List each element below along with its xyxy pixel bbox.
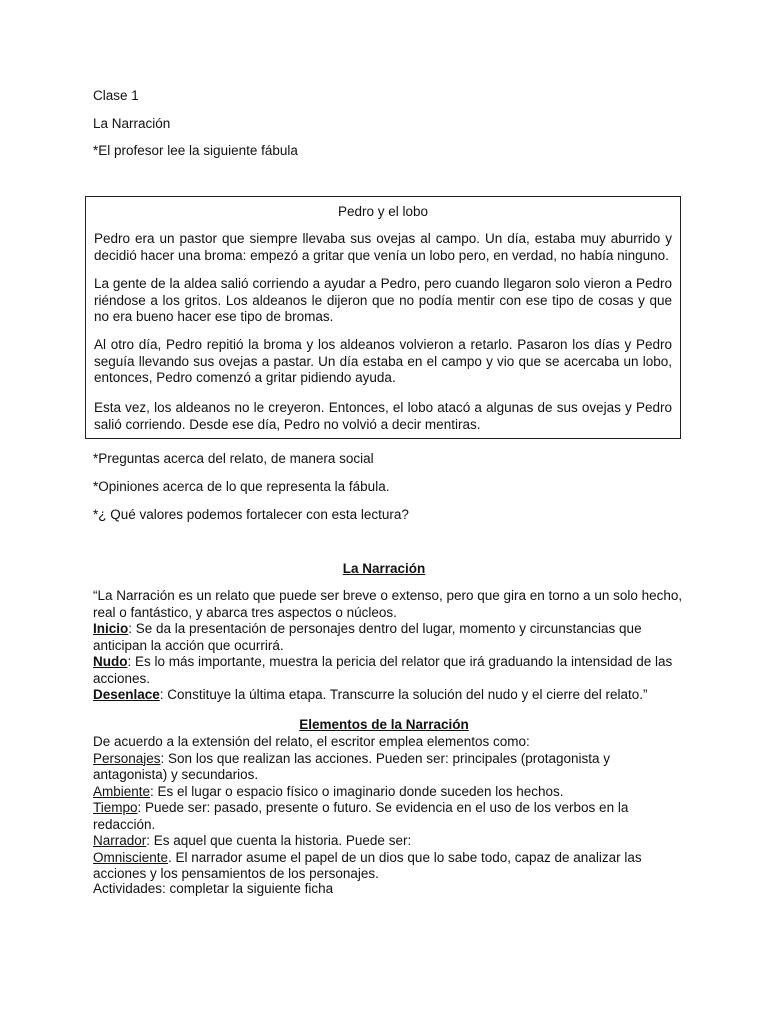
question-item: *Opiniones acerca de lo que representa la fábula. (93, 479, 390, 494)
question-item: *Preguntas acerca del relato, de manera social (93, 451, 374, 466)
narration-heading: La Narración (342, 561, 426, 576)
desenlace-text: : Constituye la última etapa. Transcurre la solución del nudo y el cierre del relato.” (159, 687, 648, 702)
topic-label: La Narración (93, 116, 171, 131)
fable-title: Pedro y el lobo (337, 204, 429, 219)
nudo-term: Nudo (93, 654, 128, 669)
omnisciente-text: . El narrador asume el papel de un dios que lo sabe todo, capaz de analizar las acciones y los pensamientos de los personajes. (93, 849, 642, 881)
inicio-item (93, 621, 683, 654)
tiempo-term: Tiempo (93, 800, 138, 815)
instruction-text: *El profesor lee la siguiente fábula (93, 143, 298, 158)
elements-intro: De acuerdo a la extensión del relato, el escritor emplea elementos como: (93, 734, 530, 749)
ambiente-term: Ambiente (93, 783, 151, 799)
nudo-text: : Es lo más importante, muestra la pericia del relator que irá graduando la intensidad de las acciones. (93, 654, 673, 686)
narrador-item (93, 833, 683, 850)
question-item: *¿ Qué valores podemos fortalecer con esta lectura? (93, 507, 409, 522)
ambiente-text: : Es el lugar o espacio físico o imaginario donde suceden los hechos. (150, 783, 564, 799)
fable-paragraph: Pedro era un pastor que siempre llevaba sus ovejas al campo. Un día, estaba muy aburrido y decidió hacer una broma: empezó a gritar que venía un lobo pero, en verdad, no había ninguno. (94, 231, 672, 263)
personajes-text: : Son los que realizan las acciones. Pueden ser: principales (protagonista y antagonista) y secundarios. (93, 750, 611, 782)
class-label: Clase 1 (93, 88, 139, 103)
activities-text: Actividades: completar la siguiente ficha (93, 881, 334, 896)
omnisciente-item (93, 850, 683, 883)
tiempo-text: : Puede ser: pasado, presente o futuro. Se evidencia en el uso de los verbos en la redacción. (93, 800, 629, 832)
fable-box (85, 196, 681, 439)
fable-paragraph: Esta vez, los aldeanos no le creyeron. Entonces, el lobo atacó a algunas de sus ovejas y Pedro salió corriendo. Desde ese día, Pedro no volvió a decir mentiras. (94, 400, 672, 432)
nudo-item (93, 654, 683, 687)
narration-intro: “La Narración es un relato que puede ser breve o extenso, pero que gira en torno a un solo hecho, real o fantástico, y abarca tres aspectos o núcleos. (93, 588, 683, 620)
inicio-text: : Se da la presentación de personajes dentro del lugar, momento y circunstancias que anticipan la acción que ocurrirá. (93, 621, 642, 653)
narration-definition (93, 588, 683, 704)
narrador-term: Narrador (93, 833, 147, 848)
elements-list (93, 734, 683, 883)
desenlace-term: Desenlace (93, 687, 160, 702)
personajes-item (93, 751, 683, 784)
ambiente-item (93, 784, 683, 801)
omnisciente-term: Omnisciente (93, 849, 169, 865)
fable-paragraph: Al otro día, Pedro repitió la broma y los aldeanos volvieron a retarlo. Pasaron los días y Pedro seguía llevando sus ovejas a pastar. Un día estaba en el campo y vio que se acercaba un lobo, entonces, Pedro comenzó a gritar pidiendo ayuda. (94, 337, 672, 385)
tiempo-item (93, 800, 683, 833)
elements-heading: Elementos de la Narración (299, 717, 469, 732)
fable-paragraph: La gente de la aldea salió corriendo a ayudar a Pedro, pero cuando llegaron solo vieron a Pedro riéndose a los gritos. Los aldeanos le dijeron que no podía mentir con ese tipo de cosas y que no era bueno hacer ese tipo de bromas. (94, 276, 672, 324)
personajes-term: Personajes (93, 750, 161, 766)
inicio-term: Inicio (93, 621, 129, 636)
desenlace-item (93, 687, 683, 704)
narrador-text: : Es aquel que cuenta la historia. Puede ser: (146, 833, 412, 848)
